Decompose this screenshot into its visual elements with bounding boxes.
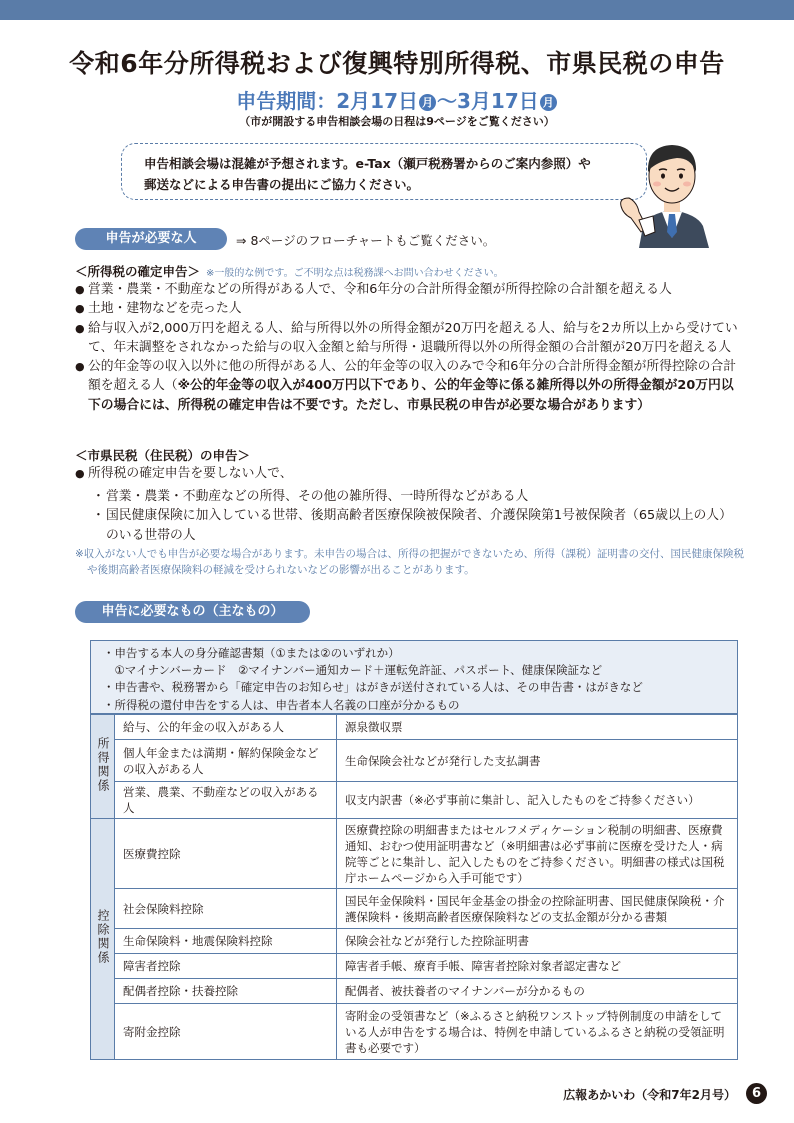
list-item-emphasis: ※公的年金等の収入が400万円以下であり、公的年金等に係る雑所得以外の所得金額が20万円以下の場合には、所得税の確定申告は不要です。ただし、市県民税の申告が必要な場合があります） (88, 378, 734, 413)
period-mid: 〜3月17日 (437, 89, 539, 113)
income-tax-heading (75, 262, 504, 280)
resident-tax-list (92, 487, 744, 545)
speech-bubble (121, 143, 647, 200)
income-tax-heading-text: ＜所得税の確定申告＞ (75, 264, 201, 279)
list-item: ● 土地・建物などを売った人 (75, 299, 743, 318)
list-item: ● 給与収入が2,000万円を超える人、給与所得以外の所得金額が20万円を超える人、給与を2カ所以上から受けていて、年末調整をされなかった給与の収入金額と給与所得・退職所得以外の所得金額の合計額が20万円を超える人 (75, 319, 743, 358)
req-line: ・所得税の還付申告をする人は、申告者本人名義の口座が分かるもの (103, 697, 460, 712)
table-cell-key: 生命保険料・地震保険料控除 (115, 929, 337, 954)
table-cell-key: 個人年金または満期・解約保険金などの収入がある人 (115, 740, 337, 782)
table-row (91, 1004, 738, 1060)
section-pill-who: 申告が必要な人 (75, 228, 227, 250)
table-cell-value: 寄附金の受領書など（※ふるさと納税ワンストップ特例制度の申請をしている人が申告をする場合は、特例を申請しているふるさと納税の受領証明書も必要です） (337, 1004, 738, 1060)
resident-tax-lead (75, 464, 743, 483)
table-row (91, 889, 738, 929)
filing-period (0, 85, 794, 114)
page-number: 6 (746, 1083, 767, 1104)
list-item: ・ 営業・農業・不動産などの所得、その他の雑所得、一時所得などがある人 (92, 487, 744, 506)
unfiled-footnote: ※収入がない人でも申告が必要な場合があります。未申告の場合は、所得の把握ができないため、所得（課税）証明書の交付、国民健康保険税や後期高齢者医療保険料の軽減を受けられないなどの影響が出ることがあります。 (75, 548, 745, 576)
businessman-illustration (617, 128, 727, 248)
required-documents-table (90, 714, 738, 1060)
table-cell-key: 寄附金控除 (115, 1004, 337, 1060)
req-line: ①マイナンバーカード ②マイナンバー通知カード＋運転免許証、パスポート、健康保険証など (103, 663, 603, 678)
table-row (91, 715, 738, 740)
resident-tax-heading: ＜市県民税（住民税）の申告＞ (75, 448, 251, 463)
period-note: （市が開設する申告相談会場の日程は9ページをご覧ください） (239, 115, 555, 128)
table-row (91, 819, 738, 889)
bubble-line-1: 申告相談会場は混雑が予想されます。e-Tax（瀬戸税務署からのご案内参照）や (144, 156, 591, 171)
flowchart-note: ⇒ 8ページのフローチャートもご覧ください。 (236, 233, 496, 248)
table-cell-key: 医療費控除 (115, 819, 337, 889)
table-cell-value: 保険会社などが発行した控除証明書 (337, 929, 738, 954)
table-cell-key: 障害者控除 (115, 954, 337, 979)
bubble-line-2: 郵送などによる申告書の提出にご協力ください。 (144, 177, 420, 192)
publication-footer: 広報あかいわ（令和7年2月号） (563, 1088, 736, 1102)
req-line: ・申告する本人の身分確認書類（①または②のいずれか） (103, 646, 400, 660)
table-cell-value: 障害者手帳、療育手帳、障害者控除対象者認定書など (337, 954, 738, 979)
list-item: ・ 国民健康保険に加入している世帯、後期高齢者医療保険被保険者、介護保険第1号被保険者（65歳以上の人）のいる世帯の人 (92, 506, 744, 545)
list-item: ● 所得税の確定申告を要しない人で、 (75, 464, 743, 483)
list-item (75, 357, 743, 415)
table-row (91, 929, 738, 954)
table-cell-key: 配偶者控除・扶養控除 (115, 979, 337, 1004)
weekday-badge-end: 月 (540, 94, 557, 111)
weekday-badge-start: 月 (419, 94, 436, 111)
table-cell-value: 収支内訳書（※必ず事前に集計し、記入したものをご持参ください） (337, 782, 738, 819)
table-row (91, 954, 738, 979)
period-label: 申告期間：2月17日 (236, 89, 418, 113)
req-line: ・申告書や、税務署から「確定申告のお知らせ」はがきが送付されている人は、その申告書・はがきなど (103, 680, 643, 695)
table-row (91, 740, 738, 782)
group-income: 所得関係 (91, 715, 115, 819)
list-item: ● 営業・農業・不動産などの所得がある人で、令和6年分の合計所得金額が所得控除の合計額を超える人 (75, 280, 743, 299)
table-cell-value: 源泉徴収票 (337, 715, 738, 740)
list-item-text: 公的年金等の収入以外に他の所得がある人、公的年金等の収入のみで令和6年分の合計所得金額が所得控除の合計額を超える人（ (88, 359, 736, 394)
section-pill-needs: 申告に必要なもの（主なもの） (75, 601, 310, 623)
group-deduction: 控除関係 (91, 819, 115, 1060)
table-row (91, 979, 738, 1004)
table-cell-value: 医療費控除の明細書またはセルフメディケーション税制の明細書、医療費通知、おむつ使用証明書など（※明細書は必ず事前に医療を受けた人・病院等ごとに集計し、記入したものをご持参ください。明細書の様式は国税庁ホームページから入手可能です） (337, 819, 738, 889)
table-cell-value: 生命保険会社などが発行した支払調書 (337, 740, 738, 782)
table-cell-key: 社会保険料控除 (115, 889, 337, 929)
table-cell-value: 国民年金保険料・国民年金基金の掛金の控除証明書、国民健康保険税・介護保険料・後期高齢者医療保険料などの支払金額が分かる書類 (337, 889, 738, 929)
top-color-bar (0, 0, 794, 20)
page-title: 令和6年分所得税および復興特別所得税、市県民税の申告 (69, 49, 725, 78)
table-cell-key: 給与、公的年金の収入がある人 (115, 715, 337, 740)
table-row (91, 782, 738, 819)
table-cell-key: 営業、農業、不動産などの収入がある人 (115, 782, 337, 819)
income-tax-list (75, 280, 743, 415)
income-tax-subnote: ※一般的な例です。ご不明な点は税務課へお問い合わせください。 (206, 268, 504, 279)
table-cell-value: 配偶者、被扶養者のマイナンバーが分かるもの (337, 979, 738, 1004)
id-requirements-box (90, 640, 738, 714)
